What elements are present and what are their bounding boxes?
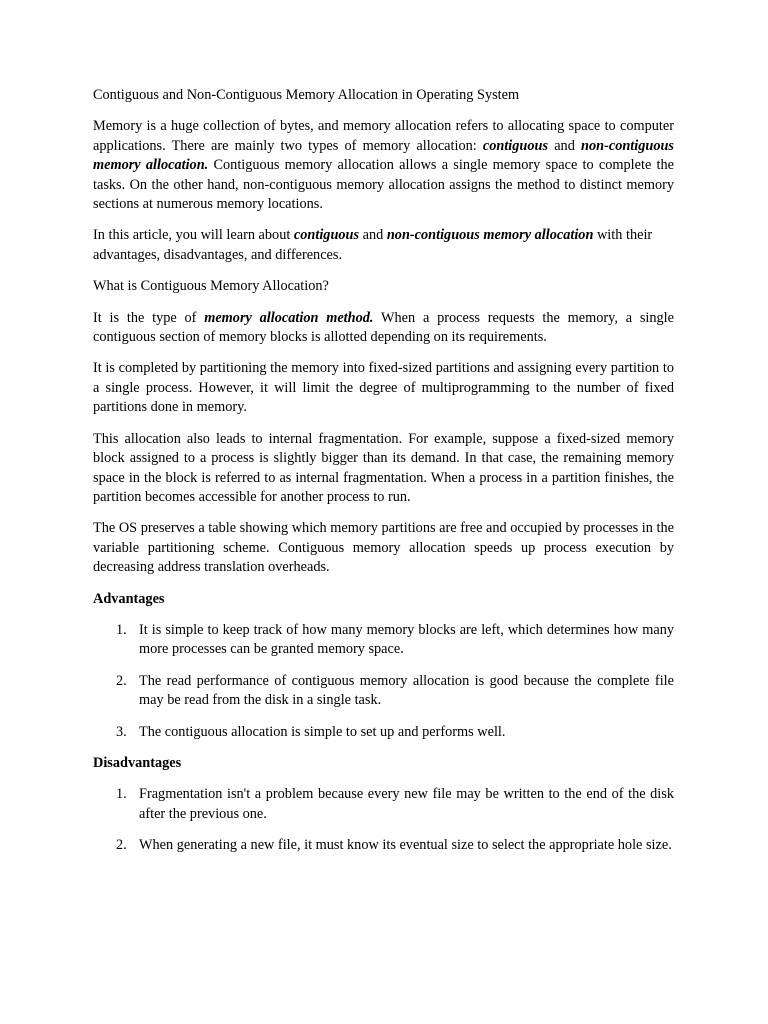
list-item-number: 1. xyxy=(116,621,127,638)
article-paragraph xyxy=(93,226,674,265)
list-item-text: Fragmentation isn't a problem because every new file may be written to the end of the disk after the previous one. xyxy=(139,786,674,822)
article-text-1: In this article, you will learn about xyxy=(93,227,294,244)
intro-text-2: and xyxy=(548,137,582,154)
section-question-heading: What is Contiguous Memory Allocation? xyxy=(93,278,329,295)
advantages-heading: Advantages xyxy=(93,590,165,607)
list-item-text: The contiguous allocation is simple to set up and performs well. xyxy=(139,723,506,740)
article-text-3: with their advantages, disadvantages, and differences. xyxy=(93,227,653,263)
partition-paragraph: It is completed by partitioning the memory into fixed-sized partitions and assigning every partition to a single process. However, it will limit the degree of multiprogramming to the number of fixed partitions done in memory. xyxy=(93,360,674,416)
list-item xyxy=(93,785,674,824)
list-item-number: 3. xyxy=(116,723,127,740)
intro-text-3: Contiguous memory allocation allows a single memory space to complete the tasks. On the other hand, non-contiguous memory allocation assigns the method to distinct memory sections at numerous memory locations. xyxy=(93,157,675,213)
intro-paragraph xyxy=(93,117,674,214)
list-item-number: 1. xyxy=(116,786,127,803)
advantages-list xyxy=(93,621,674,742)
article-text-2: and xyxy=(359,227,387,244)
list-item xyxy=(93,621,674,660)
type-text-2: When a process requests the memory, a single contiguous section of memory blocks is allotted depending on its requirements. xyxy=(93,309,674,346)
list-item-text: When generating a new file, it must know its eventual size to select the appropriate hole size. xyxy=(139,837,672,854)
intro-emphasis-noncontiguous: non-contiguous memory allocation. xyxy=(93,137,674,174)
os-table-paragraph: The OS preserves a table showing which memory partitions are free and occupied by processes in the variable partitioning scheme. Contiguous memory allocation speeds up process execution by decreasing address translation overheads. xyxy=(93,520,674,576)
list-item-number: 2. xyxy=(116,837,127,854)
disadvantages-list xyxy=(93,785,674,855)
article-emphasis-noncontiguous: non-contiguous memory allocation xyxy=(386,227,594,244)
list-item xyxy=(93,672,674,711)
list-item xyxy=(93,723,674,742)
type-emphasis: memory allocation method. xyxy=(204,309,374,326)
fragmentation-paragraph: This allocation also leads to internal fragmentation. For example, suppose a fixed-sized memory block assigned to a process is slightly bigger than its demand. In that case, the remaining memory space in the block is referred to as internal fragmentation. When a process in a partition finishes, the partition becomes accessible for another process to run. xyxy=(93,430,674,505)
list-item-text: The read performance of contiguous memory allocation is good because the complete file may be read from the disk in a single task. xyxy=(139,672,674,709)
list-item xyxy=(93,836,674,855)
type-text-1: It is the type of xyxy=(93,309,205,326)
type-paragraph xyxy=(93,309,674,348)
intro-emphasis-contiguous: contiguous xyxy=(482,137,549,154)
document-title: Contiguous and Non-Contiguous Memory Allocation in Operating System xyxy=(93,87,520,103)
article-emphasis-contiguous: contiguous xyxy=(293,227,360,244)
list-item-text: It is simple to keep track of how many memory blocks are left, which determines how many more processes can be granted memory space. xyxy=(139,621,674,658)
disadvantages-heading: Disadvantages xyxy=(93,754,182,771)
intro-text-1: Memory is a huge collection of bytes, and memory allocation refers to allocating space to computer applications. There are mainly two types of memory allocation: xyxy=(93,118,674,154)
document-page xyxy=(93,86,674,868)
list-item-number: 2. xyxy=(116,672,127,689)
